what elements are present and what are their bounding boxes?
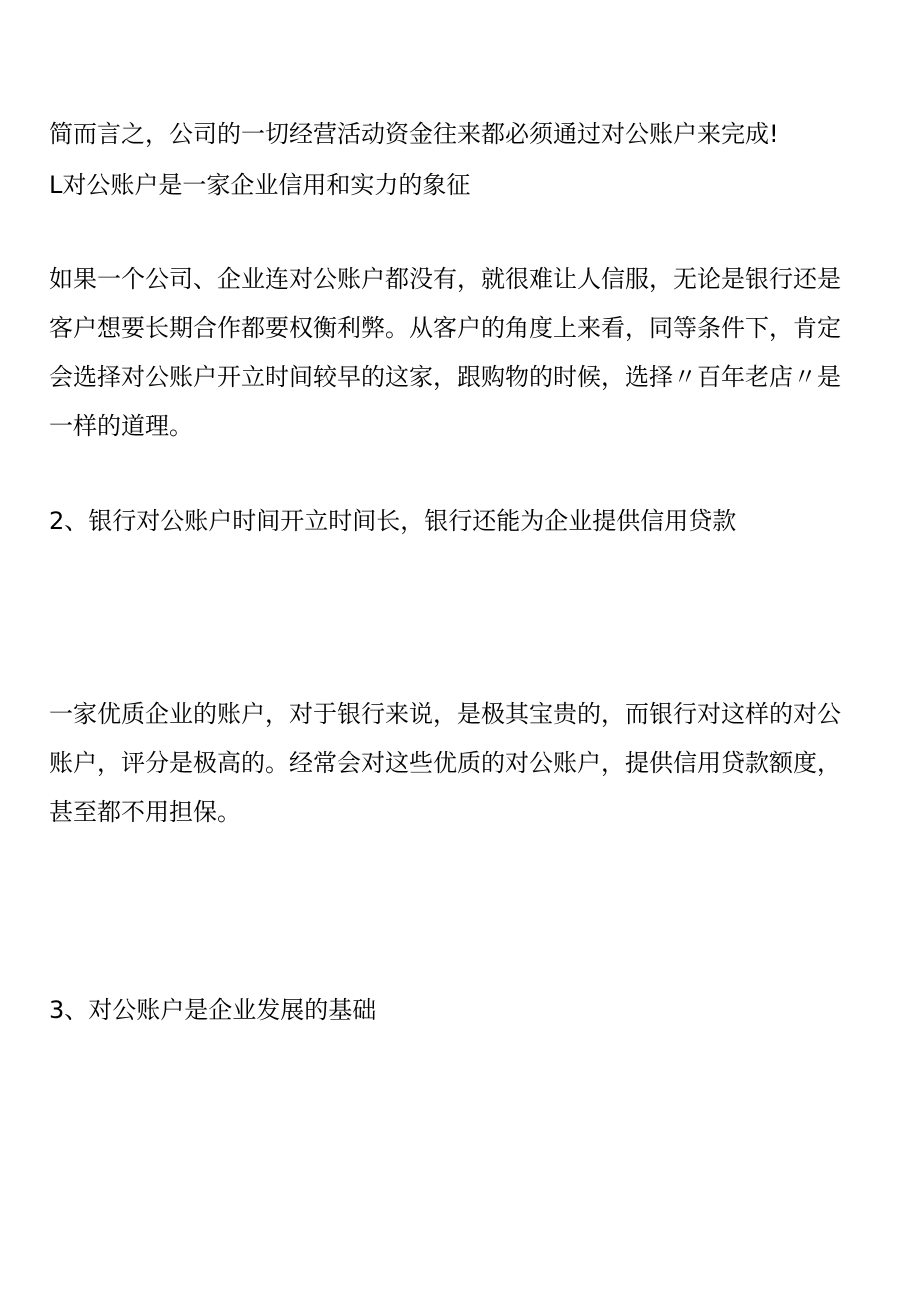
paragraph-1 — [49, 255, 879, 451]
paragraph-2-line: 一家优质企业的账户，对于银行来说，是极其宝贵的，而银行对这样的对公 — [49, 700, 841, 728]
paragraph-2 — [49, 690, 879, 837]
paragraph-1-line: 一样的道理。 — [49, 412, 193, 440]
summary-line: 简而言之，公司的一切经营活动资金往来都必须通过对公账户来完成! — [49, 120, 779, 148]
heading-3: 3、对公账户是企业发展的基础 — [49, 996, 377, 1024]
paragraph-2-line: 甚至都不用担保。 — [49, 798, 241, 826]
paragraph-1-line: 客户想要长期合作都要权衡利弊。从客户的角度上来看，同等条件下，肯定 — [49, 314, 841, 342]
heading-2: 2、银行对公账户时间开立时间长，银行还能为企业提供信用贷款 — [49, 507, 737, 535]
paragraph-2-line: 账户，评分是极高的。经常会对这些优质的对公账户，提供信用贷款额度， — [49, 749, 841, 777]
paragraph-1-line: 如果一个公司、企业连对公账户都没有，就很难让人信服，无论是银行还是 — [49, 265, 841, 293]
heading-1: L对公账户是一家企业信用和实力的象征 — [49, 171, 471, 199]
paragraph-1-line: 会选择对公账户开立时间较早的这家，跟购物的时候，选择〃百年老店〃是 — [49, 363, 841, 391]
